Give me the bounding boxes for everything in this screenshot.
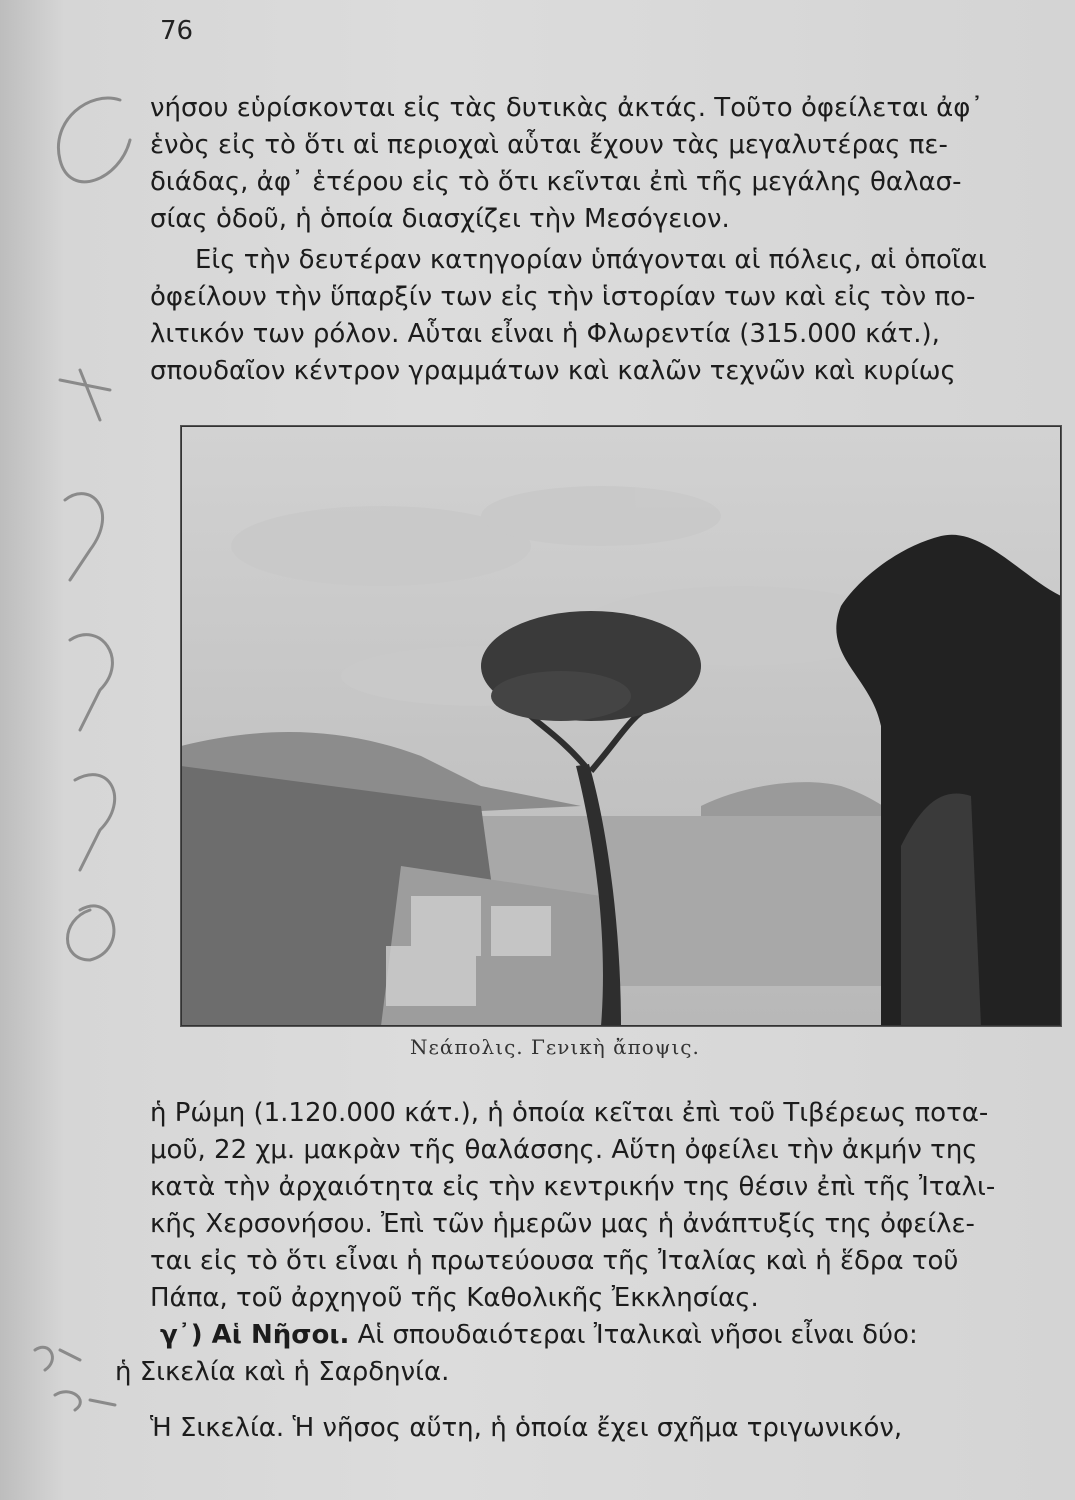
top-paragraph xyxy=(150,90,1060,238)
text-line: λιτικόν των ρόλον. Αὗται εἶναι ἡ Φλωρεντία (315.000 κάτ.), xyxy=(150,319,940,349)
text-line: νήσου εὑρίσκονται εἰς τὰς δυτικὰς ἀκτάς. Τοῦτο ὀφείλεται ἀφ᾽ xyxy=(150,93,984,123)
naples-photograph xyxy=(180,425,1062,1027)
second-paragraph xyxy=(150,242,1060,390)
text-line: σπουδαῖον κέντρον γραμμάτων καὶ καλῶν τεχνῶν καὶ κυρίως xyxy=(150,356,956,386)
text-line: σίας ὁδοῦ, ἡ ὁποία διασχίζει τὴν Μεσόγειον. xyxy=(150,204,730,234)
sicily-line xyxy=(150,1410,1060,1447)
text-line: Πάπα, τοῦ ἀρχηγοῦ τῆς Καθολικῆς Ἐκκλησίας. xyxy=(150,1283,759,1313)
text-line: μοῦ, 22 χμ. μακρὰν τῆς θαλάσσης. Αὕτη ὀφείλει τὴν ἀκμήν της xyxy=(150,1135,978,1165)
islands-line xyxy=(115,1317,1055,1354)
text-line: Εἰς τὴν δευτέραν κατηγορίαν ὑπάγονται αἱ πόλεις, αἱ ὁποῖαι xyxy=(195,245,987,275)
islands-section xyxy=(115,1317,1055,1391)
text-line: ἡ Ρώμη (1.120.000 κάτ.), ἡ ὁποία κεῖται ἐπὶ τοῦ Τιβέρεως ποτα- xyxy=(150,1098,989,1128)
section-text: Αἱ σπουδαιότεραι Ἰταλικαὶ νῆσοι εἶναι δύο: xyxy=(349,1320,918,1350)
third-paragraph xyxy=(150,1095,1060,1317)
text-line: ἡ Σικελία καὶ ἡ Σαρδηνία. xyxy=(115,1357,450,1387)
page-number: 76 xyxy=(160,16,194,46)
section-heading: γ᾽) Αἱ Νῆσοι. xyxy=(160,1320,350,1350)
text-line: ἑνὸς εἰς τὸ ὅτι αἱ περιοχαὶ αὗται ἔχουν τὰς μεγαλυτέρας πε- xyxy=(150,130,948,160)
text-line: ται εἰς τὸ ὅτι εἶναι ἡ πρωτεύουσα τῆς Ἰταλίας καὶ ἡ ἕδρα τοῦ xyxy=(150,1246,959,1276)
sicily-text: Ἡ νῆσος αὕτη, ἡ ὁποία ἔχει σχῆμα τριγωνικόν, xyxy=(284,1413,903,1443)
text-line: κατὰ τὴν ἀρχαιότητα εἰς τὴν κεντρικήν της θέσιν ἐπὶ τῆς Ἰταλι- xyxy=(150,1172,996,1202)
pencil-margin-marks xyxy=(20,80,150,1460)
text-line: ὀφείλουν τὴν ὕπαρξίν των εἰς τὴν ἱστορίαν των καὶ εἰς τὸν πο- xyxy=(150,282,976,312)
text-line: διάδας, ἀφ᾽ ἑτέρου εἰς τὸ ὅτι κεῖνται ἐπὶ τῆς μεγάλης θαλασ- xyxy=(150,167,962,197)
figure-caption: Νεάπολις. Γενικὴ ἄποψις. xyxy=(410,1035,700,1059)
sicily-paragraph xyxy=(150,1410,1060,1447)
sicily-lead: Ἡ Σικελία. xyxy=(150,1413,285,1443)
text-line: κῆς Χερσονήσου. Ἐπὶ τῶν ἡμερῶν μας ἡ ἀνάπτυξίς της ὀφείλε- xyxy=(150,1209,975,1239)
